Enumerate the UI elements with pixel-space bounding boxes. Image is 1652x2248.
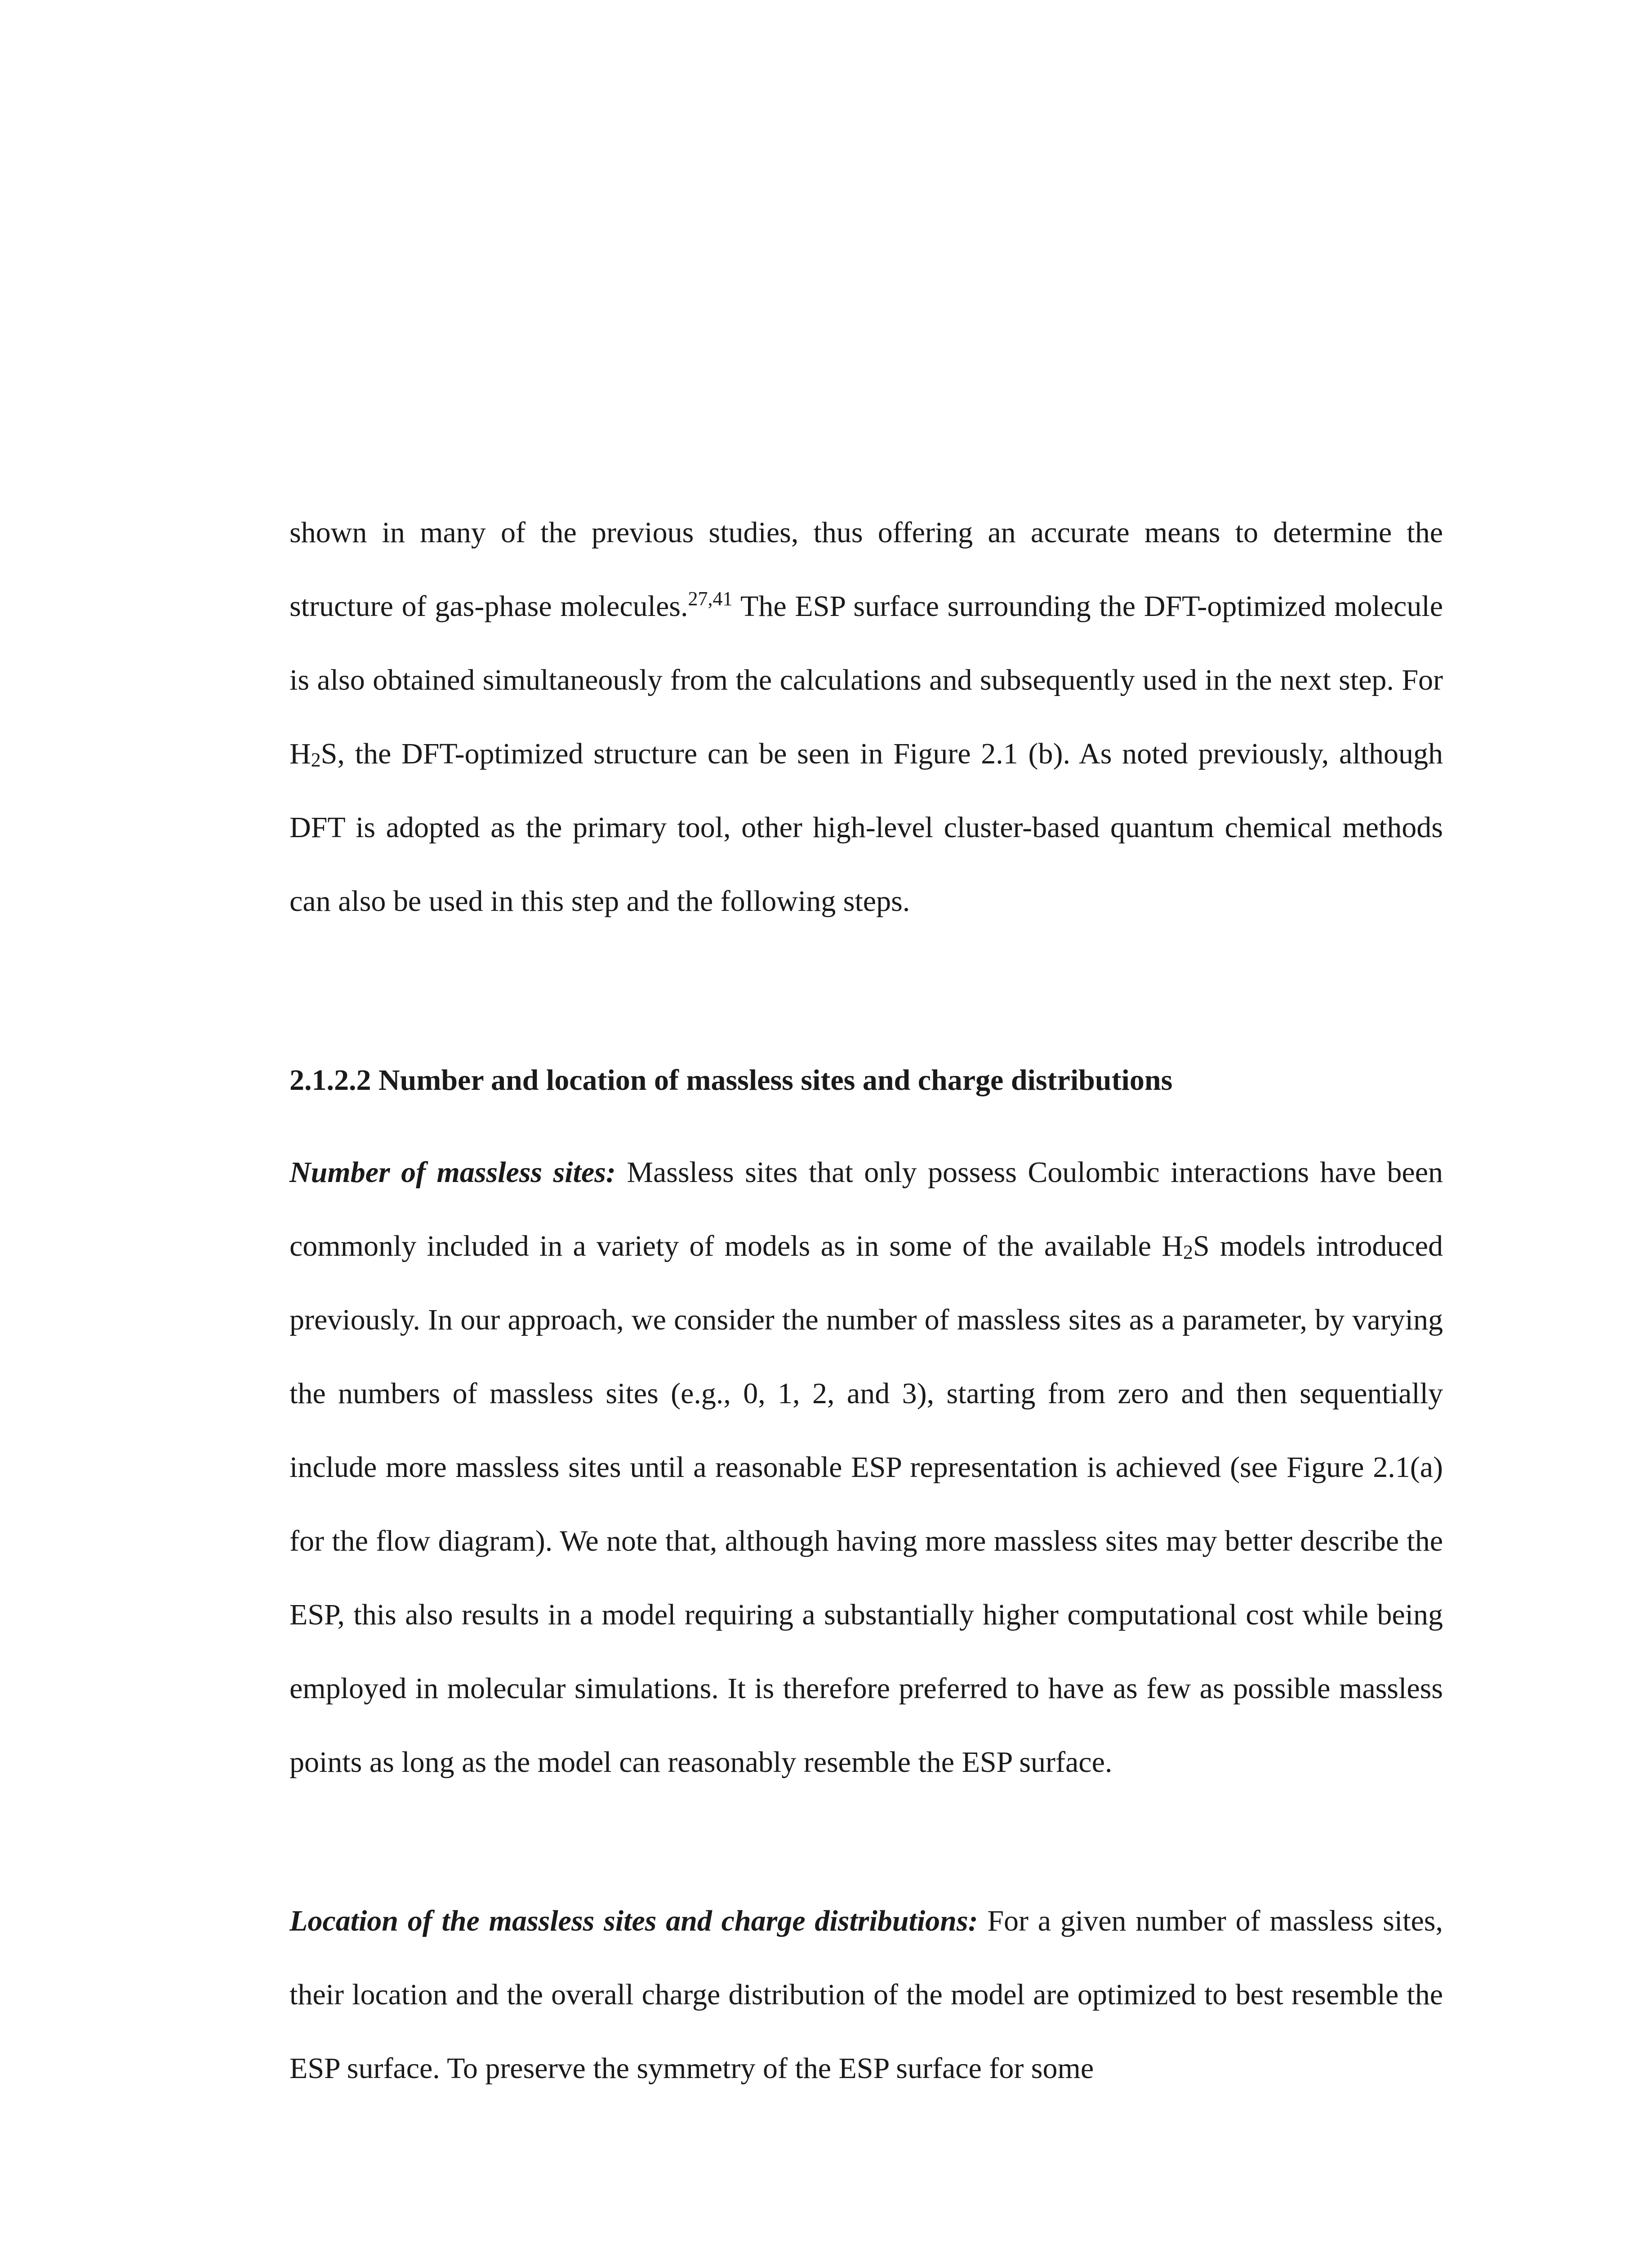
paragraph-3-lead: Location of the massless sites and charge distributions: (289, 1905, 978, 1937)
paragraph-1-text-a: shown in many of the previous studies, thus offering an accurate means to determine the structure of gas-phase molecules. (289, 516, 1443, 623)
body-paragraph-2 (289, 1136, 1443, 1799)
paragraph-2-lead: Number of massless sites: (289, 1156, 616, 1189)
subscript-2: 2 (311, 749, 321, 771)
body-paragraph-3 (289, 1884, 1443, 2105)
body-paragraph-1 (289, 496, 1443, 938)
paragraph-3-text-a: For a given number of massless sites, their location and the overall charge distribution of the model are optimized to best resemble the ESP surface. To preserve the symmetry of the ESP surface for some (289, 1905, 1443, 2085)
paragraph-2-text-a: Massless sites that only possess Coulombic interactions have been commonly included in a variety of models as in some of the available H (289, 1156, 1443, 1262)
paragraph-2-text-b: S models introduced previously. In our approach, we consider the number of massless sites as a parameter, by varying the numbers of massless sites (e.g., 0, 1, 2, and 3), starting from zero and then sequentially include more massless sites until a reasonable ESP representation is achieved (see Figure 2.1(a) for the flow diagram). We note that, although having more massless sites may better describe the ESP, this also results in a model requiring a substantially higher computational cost while being employed in molecular simulations. It is therefore preferred to have as few as possible massless points as long as the model can reasonably resemble the ESP surface. (289, 1230, 1443, 1779)
paragraph-1-text-b: The ESP surface surrounding the DFT-optimized molecule is also obtained simultaneously from the calculations and subsequently used in the next step. For H (289, 590, 1443, 770)
paragraph-1-text-c: S, the DFT-optimized structure can be seen in Figure 2.1 (b). As noted previously, although DFT is adopted as the primary tool, other high-level cluster-based quantum chemical methods can also be used in this step and the following steps. (289, 737, 1443, 918)
section-heading: 2.1.2.2 Number and location of massless sites and charge distributions (289, 1064, 1173, 1097)
subscript-2: 2 (1183, 1241, 1193, 1263)
citation-superscript: 27,41 (688, 587, 733, 610)
